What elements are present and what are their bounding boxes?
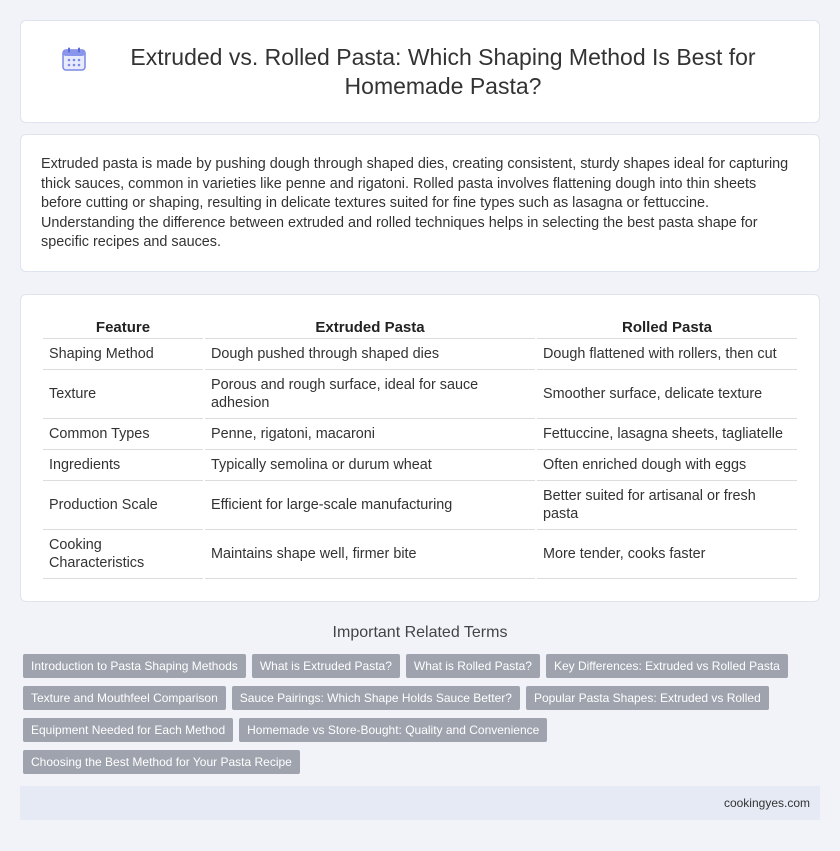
cell-extruded: Maintains shape well, firmer bite [205, 530, 535, 579]
table-row [43, 450, 797, 481]
cell-rolled: More tender, cooks faster [537, 530, 797, 579]
cell-rolled: Dough flattened with rollers, then cut [537, 339, 797, 370]
cell-extruded: Dough pushed through shaped dies [205, 339, 535, 370]
table-row [43, 370, 797, 419]
table-row [43, 419, 797, 450]
comparison-table-card [20, 294, 820, 602]
related-tag[interactable]: Choosing the Best Method for Your Pasta Recipe [23, 750, 300, 774]
title-wrap [61, 43, 779, 101]
cell-extruded: Typically semolina or durum wheat [205, 450, 535, 481]
related-tag[interactable]: Sauce Pairings: Which Shape Holds Sauce Better? [232, 686, 520, 710]
cell-feature: Cooking Characteristics [43, 530, 203, 579]
table-row [43, 481, 797, 530]
related-tag[interactable]: Equipment Needed for Each Method [23, 718, 233, 742]
related-tag[interactable]: What is Extruded Pasta? [252, 654, 400, 678]
cell-feature: Production Scale [43, 481, 203, 530]
cell-feature: Common Types [43, 419, 203, 450]
related-terms-title: Important Related Terms [332, 624, 508, 641]
related-tag[interactable]: Texture and Mouthfeel Comparison [23, 686, 226, 710]
cell-extruded: Penne, rigatoni, macaroni [205, 419, 535, 450]
intro-card [20, 134, 820, 272]
title-card [20, 20, 820, 123]
page-title: Extruded vs. Rolled Pasta: Which Shaping Method Is Best for Homemade Pasta? [130, 43, 756, 99]
related-tag[interactable]: What is Rolled Pasta? [406, 654, 540, 678]
calendar-icon [61, 46, 87, 72]
cell-extruded: Efficient for large-scale manufacturing [205, 481, 535, 530]
related-tag[interactable]: Popular Pasta Shapes: Extruded vs Rolled [526, 686, 769, 710]
related-tag[interactable]: Key Differences: Extruded vs Rolled Pasta [546, 654, 788, 678]
cell-extruded: Porous and rough surface, ideal for sauce adhesion [205, 370, 535, 419]
cell-rolled: Often enriched dough with eggs [537, 450, 797, 481]
intro-paragraph: Extruded pasta is made by pushing dough through shaped dies, creating consistent, sturdy shapes ideal for capturing thick sauces, common in varieties like penne and rigatoni. Rolled pasta involves flattening dough into thin sheets before cutting or shaping, resulting in delicate textures suited for fine types such as lasagna or fettuccine. Understanding the difference between extruded and rolled techniques helps in selecting the best pasta shape for specific recipes and sauces. [41, 156, 789, 251]
footer [20, 786, 820, 820]
header-rolled: Rolled Pasta [537, 315, 797, 339]
cell-feature: Texture [43, 370, 203, 419]
table-header-row [43, 315, 797, 339]
cell-feature: Shaping Method [43, 339, 203, 370]
related-tag[interactable]: Introduction to Pasta Shaping Methods [23, 654, 246, 678]
cell-rolled: Smoother surface, delicate texture [537, 370, 797, 419]
comparison-table [41, 315, 799, 579]
footer-site-link[interactable]: cookingyes.com [723, 796, 810, 810]
cell-rolled: Fettuccine, lasagna sheets, tagliatelle [537, 419, 797, 450]
related-tags [23, 654, 820, 782]
cell-rolled: Better suited for artisanal or fresh pasta [537, 481, 797, 530]
header-extruded: Extruded Pasta [205, 315, 535, 339]
table-row [43, 530, 797, 579]
cell-feature: Ingredients [43, 450, 203, 481]
table-row [43, 339, 797, 370]
header-feature: Feature [43, 315, 203, 339]
related-tag[interactable]: Homemade vs Store-Bought: Quality and Convenience [239, 718, 547, 742]
